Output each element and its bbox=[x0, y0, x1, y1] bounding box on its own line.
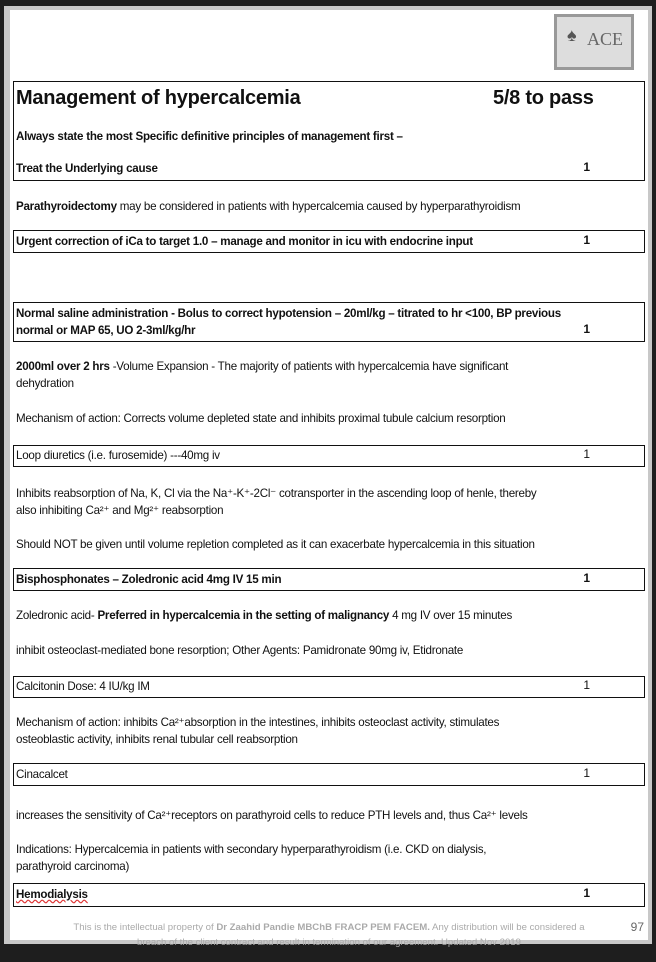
page-title: Management of hypercalcemia bbox=[16, 87, 301, 109]
text: also inhibiting Ca²⁺ and Mg²⁺ reabsorption bbox=[16, 504, 224, 517]
item-mark: 1 bbox=[583, 886, 590, 900]
text: osteoblastic activity, inhibits renal tubular cell reabsorption bbox=[16, 733, 298, 746]
item-mark: 1 bbox=[583, 678, 590, 692]
item-mark: 1 bbox=[583, 233, 590, 247]
text: 4 mg IV over 15 minutes bbox=[389, 609, 512, 622]
item-label: Hemodialysis bbox=[16, 888, 88, 901]
item-mark: 1 bbox=[583, 160, 590, 174]
ace-logo bbox=[554, 14, 634, 70]
item-box bbox=[13, 763, 645, 786]
page-frame bbox=[4, 6, 652, 948]
item-mark: 1 bbox=[583, 766, 590, 780]
item-label: Normal saline administration - Bolus to correct hypotension – 20ml/kg – titrated to hr <100, BP previous bbox=[16, 307, 561, 320]
item-label: Loop diuretics (i.e. furosemide) ---40mg iv bbox=[16, 449, 220, 462]
text: Inhibits reabsorption of Na, K, Cl via the Na⁺-K⁺-2Cl⁻ cotransporter in the ascending loop of henle, thereby bbox=[16, 487, 537, 500]
text: dehydration bbox=[16, 377, 74, 390]
document-page bbox=[10, 10, 648, 948]
intro-text: Always state the most Specific definitive principles of management first – bbox=[16, 130, 403, 143]
text: Mechanism of action: inhibits Ca²⁺absorption in the intestines, inhibits osteoclast activity, stimulates bbox=[16, 716, 500, 729]
text: Indications: Hypercalcemia in patients with secondary hyperparathyroidism (i.e. CKD on dialysis, bbox=[16, 843, 487, 856]
text-bold: 2000ml over 2 hrs bbox=[16, 360, 113, 373]
logo-text: ACE bbox=[587, 29, 623, 49]
item-label: Bisphosphonates – Zoledronic acid 4mg IV 15 min bbox=[16, 573, 282, 586]
item-label: Calcitonin Dose: 4 IU/kg IM bbox=[16, 680, 150, 693]
text: parathyroid carcinoma) bbox=[16, 860, 130, 873]
footer-text: Any distribution will be considered a bbox=[429, 922, 585, 933]
item-mark: 1 bbox=[583, 322, 590, 336]
text: -Volume Expansion - The majority of patients with hypercalcemia have significant bbox=[112, 360, 509, 373]
footer-text: breach of the client contract and result in termination of our agreement. Updated Nov 2019 bbox=[137, 937, 521, 948]
item-label: Urgent correction of iCa to target 1.0 – manage and monitor in icu with endocrine input bbox=[16, 235, 473, 248]
text: may be considered in patients with hypercalcemia caused by hyperparathyroidism bbox=[116, 200, 521, 213]
text: increases the sensitivity of Ca²⁺receptors on parathyroid cells to reduce PTH levels and, thus Ca²⁺ levels bbox=[16, 809, 528, 822]
item-label: Cinacalcet bbox=[16, 768, 68, 781]
text: Mechanism of action: Corrects volume depleted state and inhibits proximal tubule calcium resorption bbox=[16, 412, 506, 425]
text-bold: Parathyroidectomy bbox=[16, 200, 117, 213]
footer bbox=[10, 920, 648, 950]
item-mark: 1 bbox=[583, 447, 590, 461]
text: Zoledronic acid- bbox=[16, 609, 98, 622]
item-mark: 1 bbox=[583, 571, 590, 585]
footer-text: This is the intellectual property of bbox=[73, 922, 217, 933]
text-bold: Preferred in hypercalcemia in the setting of malignancy bbox=[97, 609, 390, 622]
item-label: Treat the Underlying cause bbox=[16, 162, 158, 175]
text: inhibit osteoclast-mediated bone resorption; Other Agents: Pamidronate 90mg iv, Etidronate bbox=[16, 644, 464, 657]
item-box bbox=[13, 883, 645, 907]
text: Should NOT be given until volume repletion completed as it can exacerbate hypercalcemia in this situation bbox=[16, 538, 535, 551]
spade-icon: ♠ bbox=[567, 25, 577, 45]
footer-author: Dr Zaahid Pandie MBChB FRACP PEM FACEM. bbox=[216, 922, 430, 933]
item-label-cont: normal or MAP 65, UO 2-3ml/kg/hr bbox=[16, 324, 196, 337]
page-number: 97 bbox=[630, 920, 644, 934]
pass-requirement: 5/8 to pass bbox=[493, 87, 594, 109]
